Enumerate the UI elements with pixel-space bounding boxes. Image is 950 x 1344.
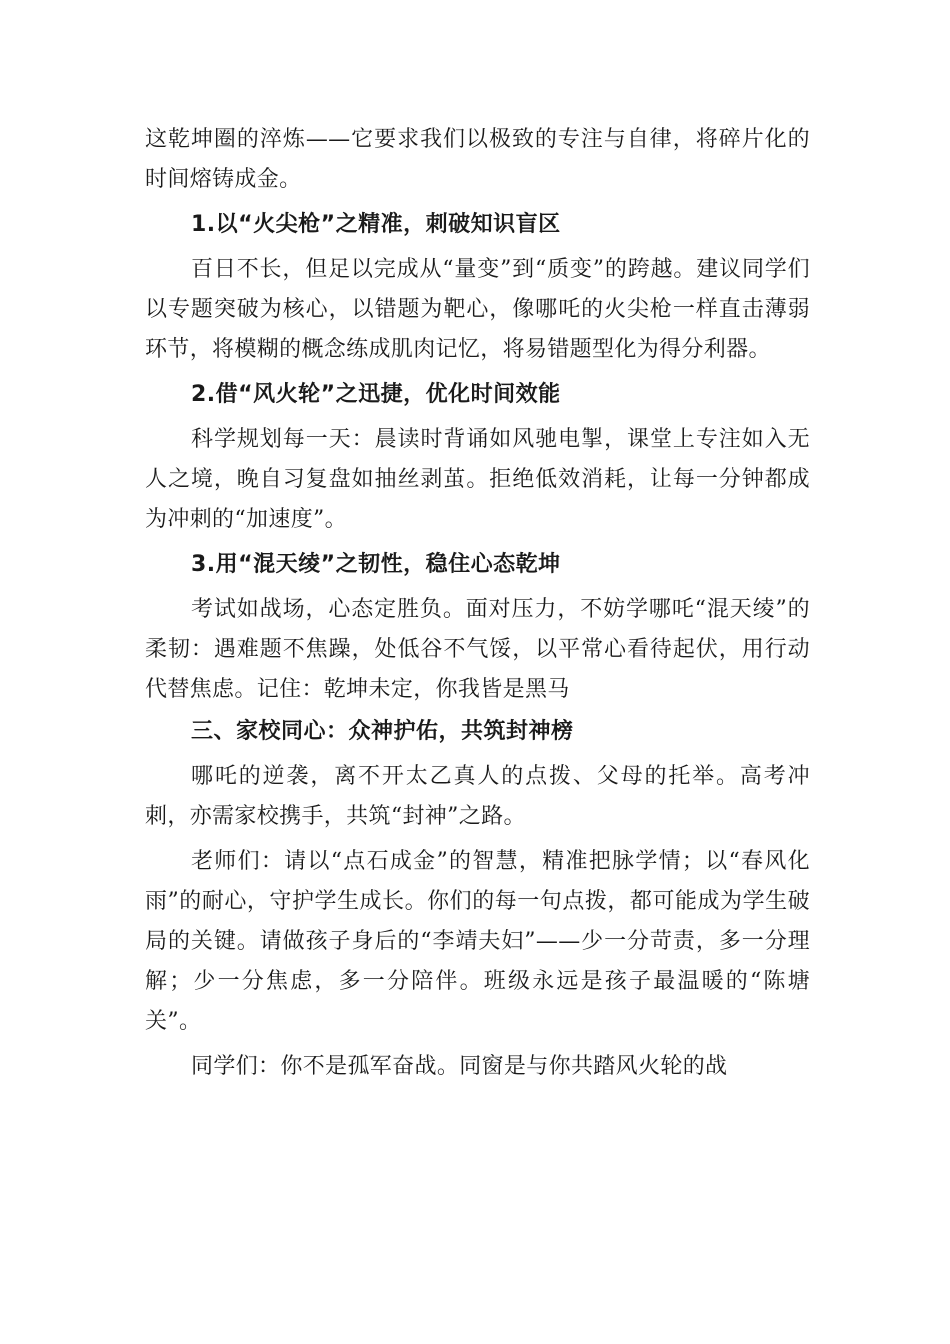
section-heading-1: 1.以“火尖枪”之精准，刺破知识盲区 — [191, 212, 561, 237]
section-heading-2: 2.借“风火轮”之迅捷，优化时间效能 — [191, 382, 561, 407]
paragraph-mindset: 考试如战场，心态定胜负。面对压力，不妨学哪吒“混天绫”的柔韧：遇难题不焦躁，处低谷不气馁，以平常心看待起伏，用行动代替焦虑。记住：乾坤未定，你我皆是黑马 — [145, 597, 810, 702]
paragraph-home-school: 哪吒的逆袭，离不开太乙真人的点拨、父母的托举。高考冲刺，亦需家校携手，共筑“封神”之路。 — [145, 764, 810, 829]
paragraph-students: 同学们：你不是孤军奋战。同窗是与你共踏风火轮的战 — [191, 1054, 728, 1079]
chapter-heading-3: 三、家校同心：众神护佑，共筑封神榜 — [191, 719, 574, 744]
paragraph-precision: 百日不长，但足以完成从“量变”到“质变”的跨越。建议同学们以专题突破为核心，以错题为靶心，像哪吒的火尖枪一样直击薄弱环节，将模糊的概念练成肌肉记忆，将易错题型化为得分利器。 — [145, 257, 810, 362]
paragraph-teachers: 老师们：请以“点石成金”的智慧，精准把脉学情；以“春风化雨”的耐心，守护学生成长。你们的每一句点拨，都可能成为学生破局的关键。请做孩子身后的“李靖夫妇”——少一分苛责，多一分理解；少一分焦虑，多一分陪伴。班级永远是孩子最温暖的“陈塘关”。 — [145, 849, 810, 1034]
paragraph-continuation: 这乾坤圈的淬炼——它要求我们以极致的专注与自律，将碎片化的时间熔铸成金。 — [145, 127, 810, 192]
section-heading-3: 3.用“混天绫”之韧性，稳住心态乾坤 — [191, 552, 561, 577]
document-body — [145, 120, 810, 1092]
paragraph-time-efficiency: 科学规划每一天：晨读时背诵如风驰电掣，课堂上专注如入无人之境，晚自习复盘如抽丝剥茧。拒绝低效消耗，让每一分钟都成为冲刺的“加速度”。 — [145, 427, 810, 532]
